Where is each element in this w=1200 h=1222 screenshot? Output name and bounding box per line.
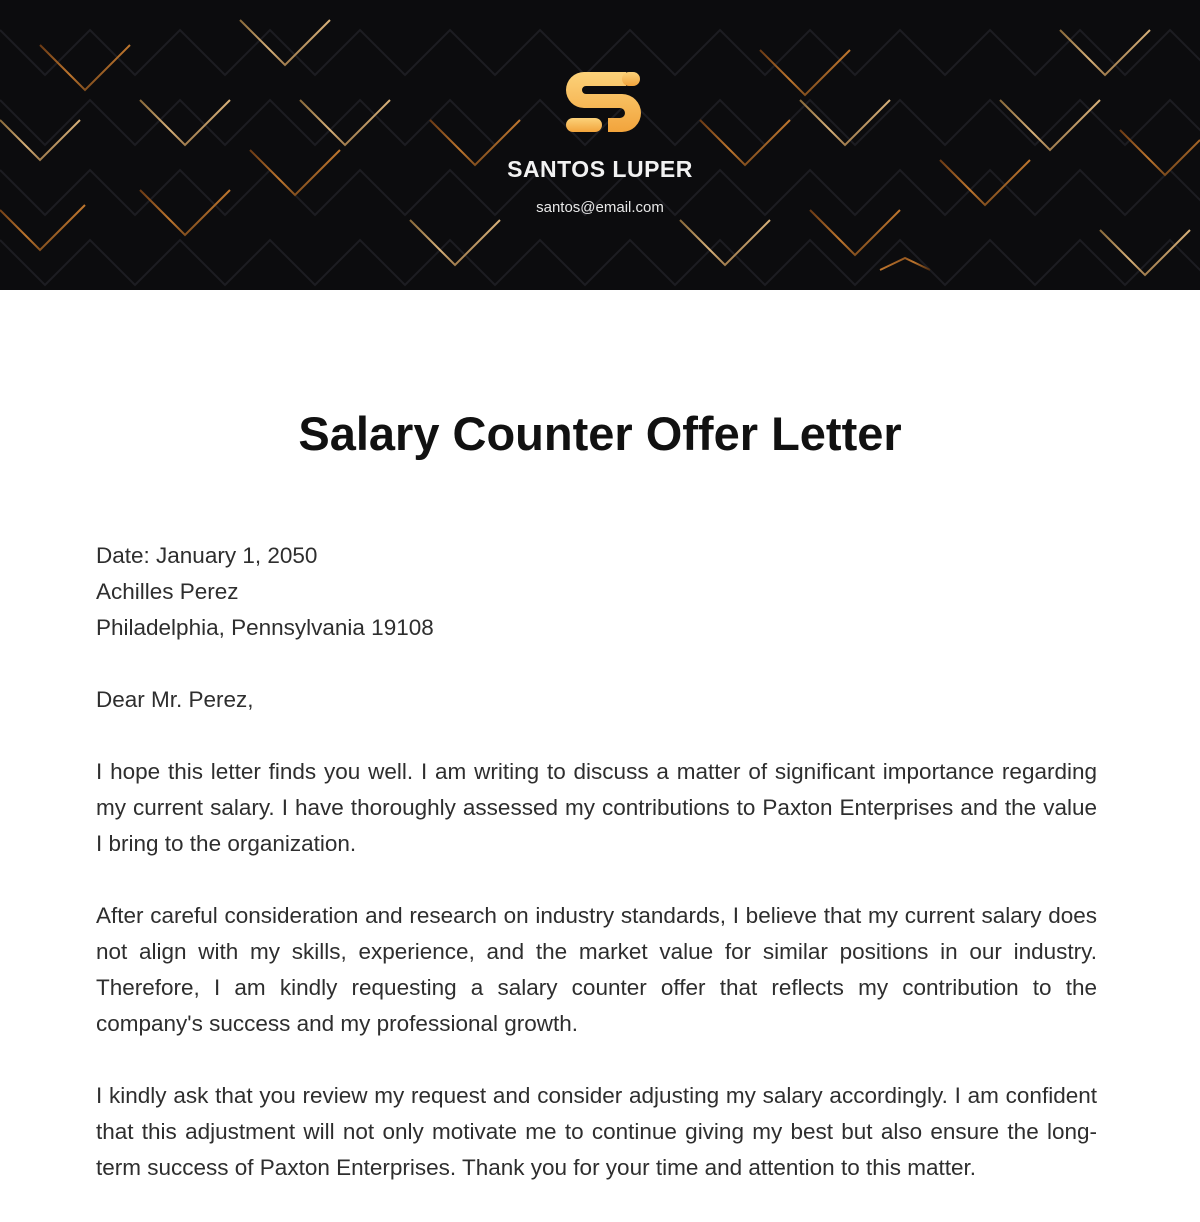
paragraph: I kindly ask that you review my request and consider adjusting my salary accordingly. I am confident that this adjustment will not only motivate me to continue giving my best but also ensure the long-term success of Paxton Enterprises. Thank you for your time and attention to this matter. xyxy=(96,1083,1097,1180)
address-block xyxy=(96,538,1097,646)
recipient-name: Achilles Perez xyxy=(96,579,239,604)
letterhead-banner xyxy=(0,0,1200,290)
company-name: SANTOS LUPER xyxy=(507,156,693,182)
letter-body xyxy=(96,538,1097,1222)
recipient-address: Philadelphia, Pennsylvania 19108 xyxy=(96,615,434,640)
s-monogram-logo-icon xyxy=(566,72,642,146)
salutation: Dear Mr. Perez, xyxy=(96,687,254,712)
paragraph: After careful consideration and research on industry standards, I believe that my current salary does not align with my skills, experience, and the market value for similar positions in our industry. Therefore, I am kindly requesting a salary counter offer that reflects my contribution to the company's success and my professional growth. xyxy=(96,903,1097,1036)
date-line: Date: January 1, 2050 xyxy=(96,543,318,568)
document-title: Salary Counter Offer Letter xyxy=(298,407,902,460)
company-email: santos@email.com xyxy=(536,199,664,216)
paragraph: I hope this letter finds you well. I am writing to discuss a matter of significant importance regarding my current salary. I have thoroughly assessed my contributions to Paxton Enterprises and the value I bring to the organization. xyxy=(96,759,1097,856)
